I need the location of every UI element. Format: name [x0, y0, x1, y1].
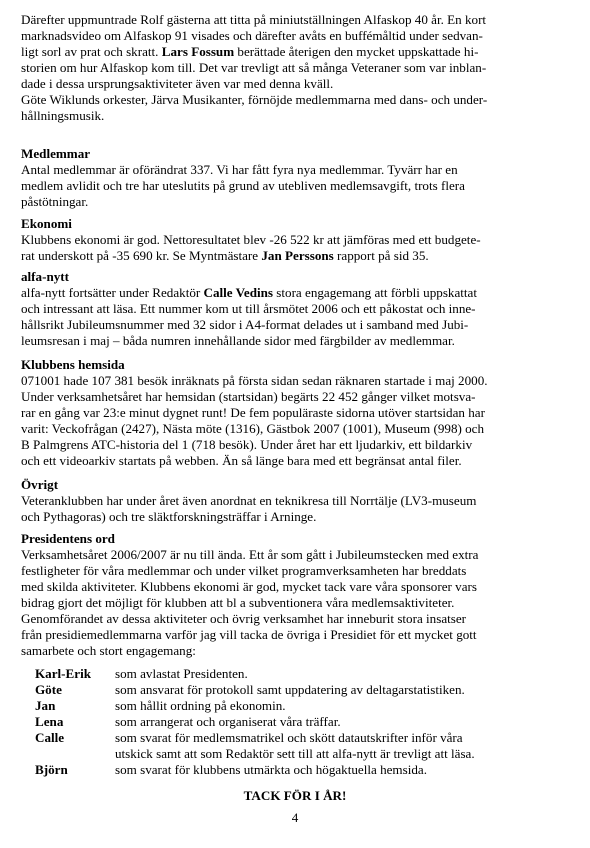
thanks-text	[115, 730, 475, 762]
text-line: hållningsmusik.	[21, 108, 105, 123]
person-name: Jan	[35, 698, 56, 713]
text-line: marknadsvideo om Alfaskop 91 visades och därefter avåts en buffémåltid under sedvan-	[21, 28, 483, 43]
text-line: och ett videoarkiv startats på webben. Än så länge bara med ett begränsat antal filer.	[21, 453, 462, 468]
person-name: Björn	[35, 762, 68, 777]
text-line: påstötningar.	[21, 194, 89, 209]
text-line: Göte Wiklunds orkester, Järva Musikanter, förnöjde medlemmarna med dans- och under-	[21, 92, 488, 107]
text-line: bidrag gjort det möjligt för klubben att bl a subventionera våra medlemsaktiviteter.	[21, 595, 455, 610]
intro-paragraph	[21, 12, 569, 124]
section-hemsida	[21, 357, 569, 469]
text-line: Veteranklubben har under året även anordnat en teknikresa till Norrtälje (LV3-museum	[21, 493, 477, 508]
text-line: festligheter för våra medlemmar och under vilket programverksamheten har breddats	[21, 563, 467, 578]
list-item	[35, 714, 475, 730]
person-name: Calle Vedins	[203, 285, 274, 300]
thanks-text: som arrangerat och organiserat våra träffar.	[115, 714, 341, 729]
list-item	[35, 730, 475, 762]
person-name: Lars Fossum	[161, 44, 235, 59]
text-line: rat underskott på -35 690 kr. Se Myntmästare Jan Perssons rapport på sid 35.	[21, 248, 429, 263]
page-number: 4	[291, 810, 299, 825]
text-line: Genomförandet av dessa aktiviteter och övrig verksamhet har inneburit stora insatser	[21, 611, 467, 626]
thanks-text-line: som svarat för medlemsmatrikel och skött datautskrifter inför våra	[115, 730, 463, 745]
section-heading: Övrigt	[21, 477, 59, 492]
text-line: B Palmgrens ATC-historia del 1 (718 besök). Under året har ett ljudarkiv, ett bildarkiv	[21, 437, 473, 452]
list-item	[35, 666, 475, 682]
section-heading: alfa-nytt	[21, 269, 70, 284]
text-line: dade i dessa ursprungsaktiviteter även var med denna kväll.	[21, 76, 334, 91]
thanks-text: som hållit ordning på ekonomin.	[115, 698, 286, 713]
thanks-text: som ansvarat för protokoll samt uppdatering av deltagarstatistiken.	[115, 682, 465, 697]
person-name: Calle	[35, 730, 65, 745]
section-presidentens-ord	[21, 531, 569, 659]
text-line: Antal medlemmar är oförändrat 337. Vi har fått fyra nya medlemmar. Tyvärr har en	[21, 162, 458, 177]
section-heading: Presidentens ord	[21, 531, 115, 546]
closing-text: TACK FÖR I ÅR!	[243, 788, 347, 803]
text-line: med skilda aktiviteter. Klubbens ekonomi är god, mycket tack vare våra sponsorer vars	[21, 579, 477, 594]
text-line: ligt sorl av prat och skratt. Lars Fossum berättade återigen den mycket uppskattade hi-	[21, 44, 479, 59]
section-heading: Ekonomi	[21, 216, 72, 231]
text-line: storien om hur Alfaskop kom till. Det var trevligt att så många Veteraner som var inblan-	[21, 60, 487, 75]
section-heading: Klubbens hemsida	[21, 357, 125, 372]
text-line: från presidiemedlemmarna varför jag vill tacka de övriga i Presidiet för ett mycket gott	[21, 627, 477, 642]
text-line: samarbete och stort engagemang:	[21, 643, 196, 658]
text-line: 071001 hade 107 381 besök inräknats på första sidan sedan räknaren startade i maj 2000.	[21, 373, 488, 388]
section-alfanytt	[21, 269, 569, 349]
text-line: rar en gång var 23:e minut dygnet runt! De fem populäraste sidorna utöver startsidan har	[21, 405, 485, 420]
section-ekonomi	[21, 216, 569, 264]
text-line: Därefter uppmuntrade Rolf gästerna att titta på miniutställningen Alfaskop 40 år. En kort	[21, 12, 487, 27]
text-line: Verksamhetsåret 2006/2007 är nu till ända. Ett år som gått i Jubileumstecken med extra	[21, 547, 479, 562]
text-line: Klubbens ekonomi är god. Nettoresultatet blev -26 522 kr att jämföras med ett budgete-	[21, 232, 481, 247]
person-name: Lena	[35, 714, 64, 729]
thanks-text-line: utskick samt att som Redaktör sett till att alfa-nytt är trevligt att läsa.	[115, 746, 475, 761]
list-item	[35, 698, 475, 714]
text-line: medlem avlidit och tre har uteslutits på grund av utebliven medlemsavgift, trots flera	[21, 178, 465, 193]
text-line: hållsrikt Jubileumsnummer med 32 sidor i A4-format delades ut i samband med Jubi-	[21, 317, 469, 332]
text-line: alfa-nytt fortsätter under Redaktör Calle Vedins stora engagemang att förbli uppskattat	[21, 285, 477, 300]
section-medlemmar	[21, 146, 569, 210]
text-line: varit: Veckofrågan (2427), Nästa möte (1316), Gästbok 2007 (1001), Museum (998) och	[21, 421, 485, 436]
thanks-list	[35, 666, 475, 778]
thanks-text: som svarat för klubbens utmärkta och högaktuella hemsida.	[115, 762, 427, 777]
section-ovrigt	[21, 477, 569, 525]
person-name: Göte	[35, 682, 62, 697]
section-heading: Medlemmar	[21, 146, 91, 161]
list-item	[35, 682, 475, 698]
text-line: Under verksamhetsåret har hemsidan (startsidan) begärts 22 452 gånger vilket motsva-	[21, 389, 476, 404]
person-name: Karl-Erik	[35, 666, 92, 681]
text-line: och intressant att läsa. Ett nummer kom ut till årsmötet 2006 och ett påkostat och inne-	[21, 301, 476, 316]
list-item	[35, 762, 475, 778]
thanks-text: som avlastat Presidenten.	[115, 666, 248, 681]
text-line: och Pythagoras) och tre släktforskningsträffar i Arninge.	[21, 509, 317, 524]
text-line: leumsresan i maj – båda numren innehållande sidor med färgbilder av medlemmar.	[21, 333, 455, 348]
person-name: Jan Perssons	[261, 248, 334, 263]
